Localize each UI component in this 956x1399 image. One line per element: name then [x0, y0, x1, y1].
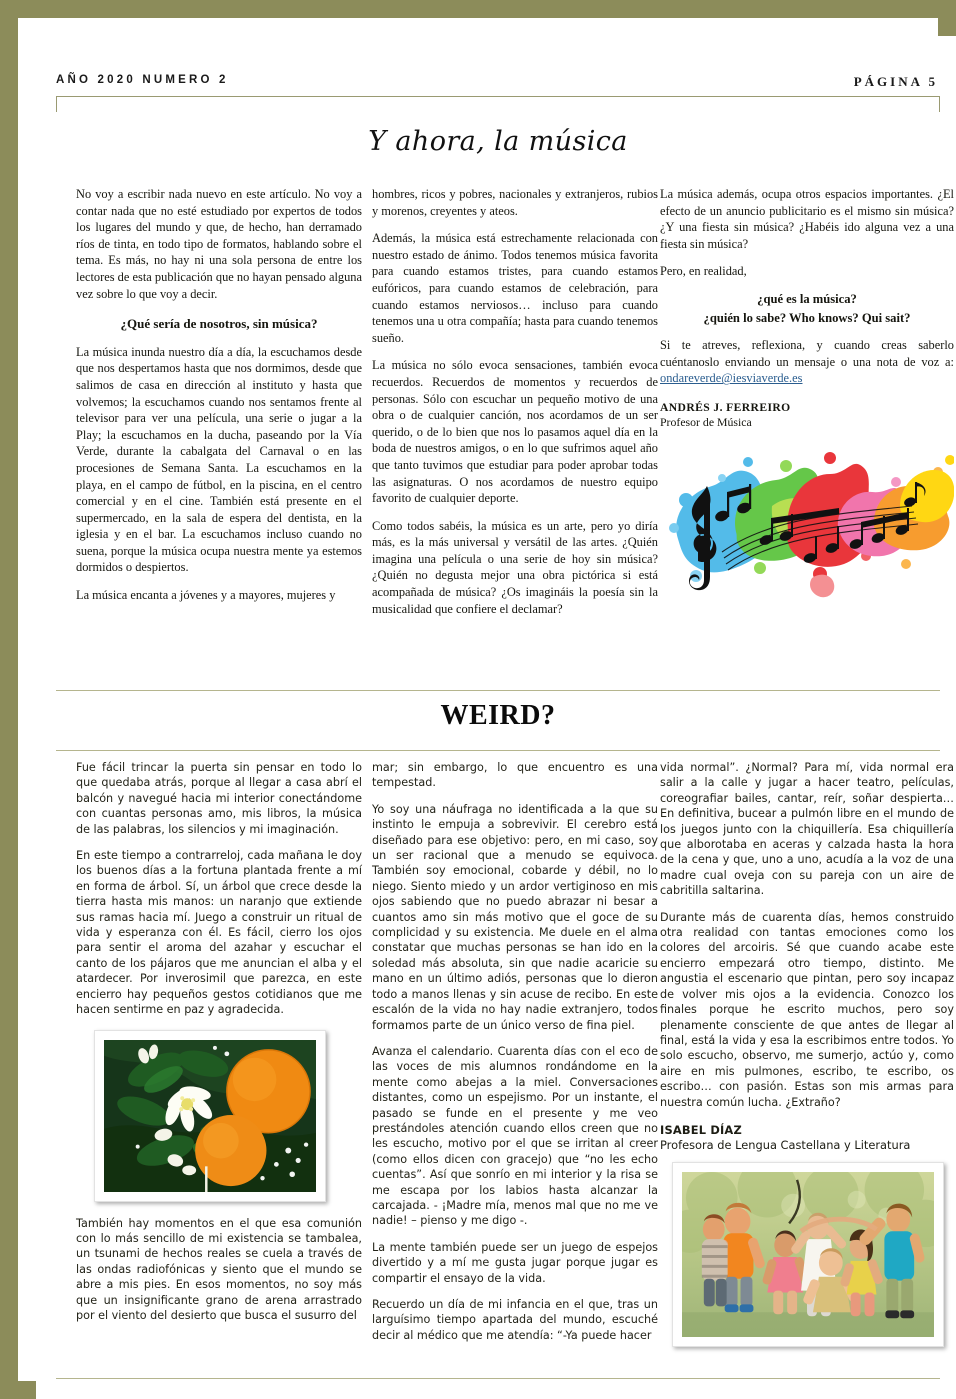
weird-c2-p5: Recuerdo un día de mi infancia en el que, tras un larguísimo tiempo apartada del mundo, escuché decir al médico que me atendía: “-Ya puede hacer	[372, 1298, 658, 1342]
music-c3-p1: La música además, ocupa otros espacios importantes. ¿El efecto de un anuncio publicitario es el mismo sin música? ¿Y una fiesta sin música? ¿Habéis ido alguna vez a una fiesta sin música?	[660, 187, 954, 251]
masthead-issue: AÑO 2020 NUMERO 2	[56, 74, 229, 86]
weird-c1-p1: Fue fácil trincar la puerta sin pensar en todo lo que quedaba atrás, porque al llegar a casa abrí el balcón y navegué hacia mi interior conectándome con cuantas personas amo, mis libros, la música de las palabras, los silencios y mi imaginación.	[76, 761, 362, 836]
page-bottom-rule	[56, 1378, 940, 1379]
weird-c3-p2: Durante más de cuarenta días, hemos construido otra realidad con tantas emociones como los colores del arcoiris. Sé que cuando acabe este encierro empezará otro tiempo, distinto. Me angustia el escenario que pintan, pero soy incapaz de volver mis ojos a la evidencia. Conozco los finales porque he escrito muchos, pero soy plenamente consciente de que antes de llegar al final, está la vida y esa la escribimos entre todos. Yo solo escucho, observo, me sumerjo, actúo y, como aire en mis pulmones, escribo, te escribo, os escribo… con pasión. Estas son mis armas para nuestra común lucha. ¿Extraño?	[660, 910, 954, 1109]
music-article-title: Y ahora, la música	[368, 126, 628, 157]
music-column-2	[372, 186, 658, 628]
music-article-columns	[76, 186, 956, 686]
music-c2-p1: hombres, ricos y pobres, nacionales y extranjeros, rubios y morenos, creyentes y ateos.	[372, 187, 658, 218]
section-divider-bottom	[56, 750, 940, 751]
music-c3-p3-text: Si te atreves, reflexiona, y cuando creas saberlo cuéntanoslo enviando un mensaje o una nota de voz a:	[660, 338, 954, 369]
weird-c1-p2: En este tiempo a contrarreloj, cada mañana le doy los buenos días a la fortuna plantada frente a mí en forma de árbol. Sí, un árbol que crece desde la tierra hasta mis manos: un naranjo que extiende sus ramas hacia mí. Juego a construir un ritual de vida y esperanza con él. Es fácil, cierro los ojos para sentir el aroma del azahar y escuchar el canto de los pájaros que me anuncian el alba y el atardecer. Por inverosimil que parezca, en este encierro hay pequeños gestos cotidianos que me hacen sentirme en paz y agradecida.	[76, 849, 362, 1017]
weird-column-3	[660, 760, 954, 1347]
weird-author-name: ISABEL DÍAZ	[660, 1122, 742, 1137]
music-author-name: ANDRÉS J. FERREIRO	[660, 400, 791, 414]
masthead-rule	[56, 96, 940, 97]
music-column-3	[660, 186, 954, 629]
masthead-tick-right	[939, 96, 940, 112]
music-question-2: ¿quién lo sabe? Who knows? Qui sait?	[703, 310, 911, 325]
weird-c2-p2: Yo soy una náufraga no identificada a la que su instinto le empuja a sobrevivir. El cerebro está diseñado para ese objetivo: pero, en mi caso, soy un ser racional que a menudo se equivoca. También soy emocional, cobarde y débil, no lo niego. Siento miedo y un ardor vertiginoso en mis ojos sabiendo que no puedo abrazar ni besar a cuantos amo sin más motivo que el goce de su complicidad y su existencia. Me duele en el alma constatar que muchas personas se han ido en la soledad más absoluta, sin que nadie acaricie su mano en un último adiós, personas que lo dieron todo a manos llenas y sin acuse de recibo. En este escalón de la vida no hay nadie extranjero, todos formamos parte de un único verso de fina piel.	[372, 802, 658, 1032]
page-sheet	[38, 38, 954, 1397]
music-author-role: Profesor de Música	[660, 414, 752, 429]
children-playing-svg	[682, 1172, 934, 1337]
orange-blossom-svg	[104, 1040, 316, 1192]
masthead	[56, 74, 940, 104]
music-notes-splash-image	[660, 444, 954, 629]
music-c3-p2: Pero, en realidad,	[660, 264, 747, 279]
masthead-tick-left	[56, 96, 57, 112]
music-c2-p3: La música no sólo evoca sensaciones, también evoca recuerdos. Recuerdos de momentos y recuerdos de personas. Sólo con escuchar un pequeño motivo de una obra o de cualquier canción, nos acordamos de un ser querido, o de lo bien que nos lo pasamos aquel día en la boda de nuestros amigos, o en lo que sufrimos aquel año que tanto tuvimos que estudiar para poder aprobar todas las asignaturas. O nos acordamos de nuestro equipo favorito de cualquier deporte.	[372, 358, 658, 506]
weird-byline	[660, 1123, 954, 1152]
music-c1-p1: No voy a escribir nada nuevo en este artículo. No voy a contar nada que no esté estudiado por expertos de todos los lugares del mundo y que, de hecho, han derramado ríos de tinta, en todo tipo de formatos, hablando sobre el tema. Es más, no hay ni una sola persona de entre los lectores de esta publicación que no hayan pensado alguna vez sobre lo que voy a decir.	[76, 187, 362, 301]
music-splash-svg	[660, 444, 954, 629]
masthead-page-number: PÁGINA 5	[853, 74, 938, 89]
music-c1-subhead: ¿Qué sería de nosotros, sin música?	[120, 316, 318, 332]
music-byline	[660, 401, 954, 430]
weird-author-role: Profesora de Lengua Castellana y Literatura	[660, 1137, 911, 1152]
music-c2-p4: Como todos sabéis, la música es un arte, pero yo diría más, es la más universal y versátil de las artes. ¿Quién imagina una película o una serie de hoy sin música? ¿Quién no degusta mejor una obra pictórica si está acompañada de música? ¿Os imagináis la poesía sin la musicalidad que confiere el declamar?	[372, 518, 658, 616]
music-c2-p2: Además, la música está estrechamente relacionada con nuestro estado de ánimo. Todos tenemos música favorita para cuando estamos tristes, para cuando estamos eufóricos, para cuando estamos de celebración, para cuando estamos nerviosos… incluso para cuando tenemos una u otra compañía; hasta para cuando tenemos sueño.	[372, 231, 658, 345]
music-c1-p3: La música encanta a jóvenes y a mayores, mujeres y	[76, 588, 336, 603]
orange-blossom-photo	[94, 1030, 326, 1202]
page-inner	[36, 36, 956, 1399]
weird-article-title: WEIRD?	[440, 700, 556, 731]
weird-c2-p4: La mente también puede ser un juego de espejos divertido y a mí me gusta jugar porque jugar es compartir el ensayo de la vida.	[372, 1240, 658, 1285]
weird-c2-p1: mar; sin embargo, lo que encuentro es una tempestad.	[372, 761, 658, 790]
contact-email-link[interactable]: ondareverde@iesviaverde.es	[660, 371, 803, 386]
music-question-1: ¿qué es la música?	[757, 291, 857, 306]
section-divider-top	[56, 690, 940, 691]
children-playing-photo	[672, 1162, 944, 1347]
weird-c2-p3: Avanza el calendario. Cuarenta días con el eco de las voces de mis alumnos rondándome en la mente como abejas a la miel. Conversaciones distantes, como un espejismo. Por un instante, el pasado se funde en el presente y me veo prestándoles atención cuando ellos creen que no les escucho, motivo por el que se irritan al creer (como ellos dicen con gracejo) que “no les echo cuentas”. Así que sonrío en mi interior y la risa se me escapa por los labios hasta alcanzar la carcajada. - ¡Madre mía, menos mal que no me ve nadie! – pienso y me digo -.	[372, 1044, 658, 1228]
weird-column-2	[372, 760, 658, 1354]
weird-column-1	[76, 760, 362, 1334]
music-c3-p3	[660, 337, 954, 387]
music-column-1	[76, 186, 362, 604]
weird-c3-p1: vida normal”. ¿Normal? Para mí, vida normal era salir a la calle y jugar a hacer teatro, películas, coreografiar bailes, cantar, reír, soñar despierta… En definitiva, bucear a pulmón libre en el mundo de los juegos junto con la chiquillería. Esa chiquillería que alborotaba en aceras y calzada hasta la hora de la cena y que, uno a uno, acudía a la voz de una madre cual oveja con su pareja con un aire de cabritilla saltarina.	[660, 761, 954, 898]
music-c1-p2: La música inunda nuestro día a día, la escuchamos desde que nos despertamos hasta que nos dormimos, desde que salimos de casa en dirección al instituto y hasta que volvemos; la escuchamos cuando nos sentamos frente al televisor para ver una película, una serie o jugar a la Play; la escuchamos en la ducha, paseando por la Vía Verde, durante la cabalgata del Carnaval o en las procesiones de Semana Santa. La escuchamos en la playa, en el campo de fútbol, en la piscina, en el centro comercial y en el cine. También está presente en el supermercado, en la sala de espera del dentista, en la iglesia y en el bar. La escuchamos incluso cuando no suena, porque la música ocupa nuestra mente ya estemos dormidos o despiertos.	[76, 344, 362, 575]
weird-c1-p3: También hay momentos en el que esa comunión con lo más sencillo de mi existencia se tambalea, un tsunami de hechos reales se cuela a través de las ondas radiofónicas y siento que el mundo se abre a mis pies. En esos momentos, no soy más que un insignificante grano de arena arrastrado por el viento del desierto que busca el susurro del	[76, 1216, 362, 1322]
